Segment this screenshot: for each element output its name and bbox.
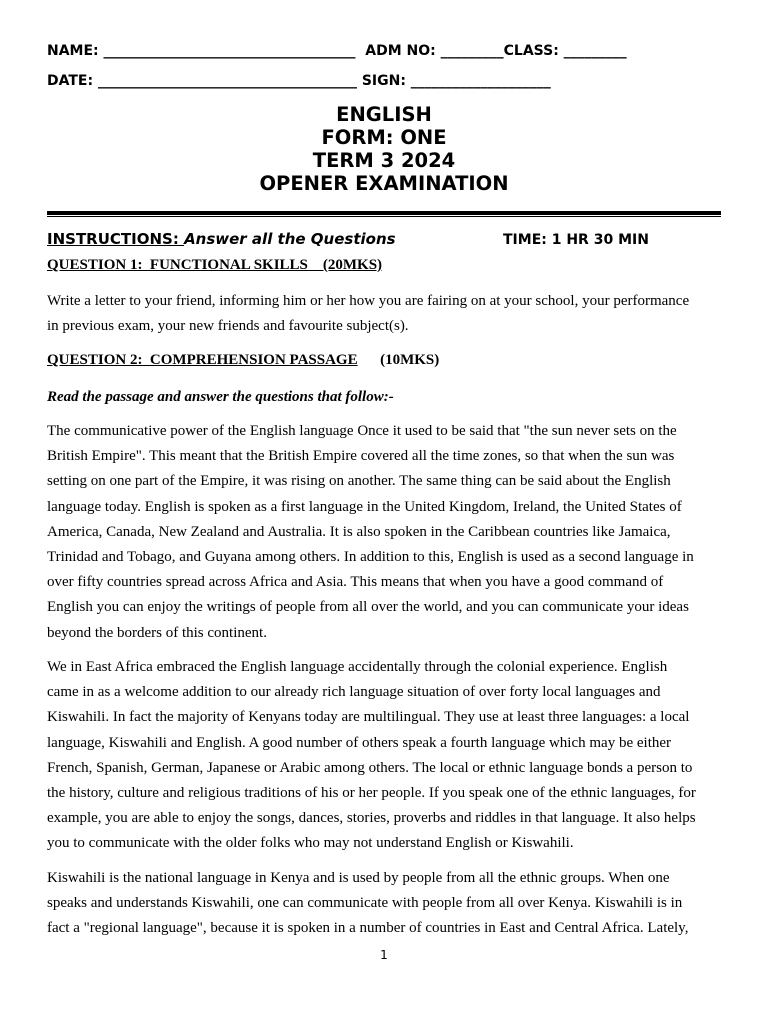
header-date-sign-row: DATE: _____________________________________ SIGN: ____________________ — [47, 73, 551, 89]
prompt-line: Write a letter to your friend, informing him or her how you are fairing on at your school, your performance — [47, 293, 690, 309]
passage-line: example, you are able to enjoy the songs, dances, stories, proverbs and riddles in that language. It also helps — [47, 810, 696, 827]
passage-line: came in as a welcome addition to our already rich language situation of over forty local languages and — [47, 684, 661, 701]
passage-line: fact a "regional language", because it is spoken in a number of countries in East and Central Africa. Lately, — [47, 920, 689, 937]
question-1-title: QUESTION 1: FUNCTIONAL SKILLS (20MKS) — [47, 257, 383, 273]
passage-line: language, Kiswahili and English. A good number of others speak a fourth language which may be either — [47, 734, 672, 751]
question-2-title: QUESTION 2: COMPREHENSION PASSAGE — [47, 352, 358, 368]
title-exam-name: OPENER EXAMINATION — [259, 172, 509, 195]
passage-line: language today. English is spoken as a first language in the United Kingdom, Ireland, the United States of — [47, 498, 682, 515]
divider-thin — [47, 216, 721, 217]
instructions-text: Answer all the Questions — [184, 230, 396, 248]
question-2-marks: (10MKS) — [357, 352, 440, 368]
passage-line: setting on one part of the Empire, it was rising on another. The same thing can be said about the English — [47, 473, 671, 490]
question-2-instruction: Read the passage and answer the questions that follow:- — [47, 389, 394, 405]
title-form: FORM: ONE — [321, 126, 447, 149]
passage-line: English you can enjoy the writings of people from all over the world, and you can communicate your ideas — [47, 599, 689, 616]
passage-line: We in East Africa embraced the English language accidentally through the colonial experience. English — [47, 659, 668, 675]
title-subject: ENGLISH — [336, 103, 432, 126]
question-1-heading — [47, 257, 382, 274]
passage-line: The communicative power of the English language Once it used to be said that "the sun never sets on the — [47, 423, 677, 439]
passage-line: British Empire". This meant that the British Empire covered all the time zones, so that when the sun was — [47, 448, 675, 465]
passage-line: Trinidad and Tobago, and Guyana among others. In addition to this, English is used as a second language in — [47, 549, 694, 566]
passage-paragraph-2 — [47, 655, 723, 857]
page-number: 1 — [380, 948, 388, 962]
instructions-label: INSTRUCTIONS: — [47, 230, 185, 248]
passage-line: Kiswahili. In fact the majority of Kenyans today are multilingual. They use at least three languages: a local — [47, 709, 690, 726]
time-allowed: TIME: 1 HR 30 MIN — [503, 232, 649, 248]
passage-line: Kiswahili is the national language in Kenya and is used by people from all the ethnic groups. When one — [47, 870, 670, 886]
instructions — [47, 230, 396, 248]
question-1-prompt — [47, 289, 723, 339]
exam-title — [0, 103, 768, 195]
prompt-line: in previous exam, your new friends and favourite subject(s). — [47, 318, 409, 335]
passage-paragraph-1 — [47, 419, 723, 646]
title-term: TERM 3 2024 — [312, 149, 456, 172]
passage-line: America, Canada, New Zealand and Australia. It is also spoken in the Caribbean countries like Jamaica, — [47, 523, 671, 540]
divider-thick — [47, 211, 721, 215]
header-name-adm-class-row: NAME: ____________________________________ ADM NO: _________CLASS: _________ — [47, 43, 627, 59]
question-2-heading — [47, 352, 439, 369]
passage-line: French, Spanish, German, Japanese or Arabic among others. The local or ethnic language bonds a person to — [47, 759, 693, 776]
passage-line: you to communicate with the older folks who may not understand English or Kiswahili. — [47, 835, 574, 852]
passage-line: speaks and understands Kiswahili, one can communicate with people from all over Kenya. Kiswahili is in — [47, 895, 683, 912]
passage-line: beyond the borders of this continent. — [47, 624, 267, 641]
passage-line: over fifty countries spread across Africa and Asia. This means that when you have a good command of — [47, 574, 664, 591]
passage-line: the history, culture and religious traditions of his or her people. If you speak one of the ethnic languages, for — [47, 785, 696, 802]
passage-paragraph-3 — [47, 866, 723, 942]
